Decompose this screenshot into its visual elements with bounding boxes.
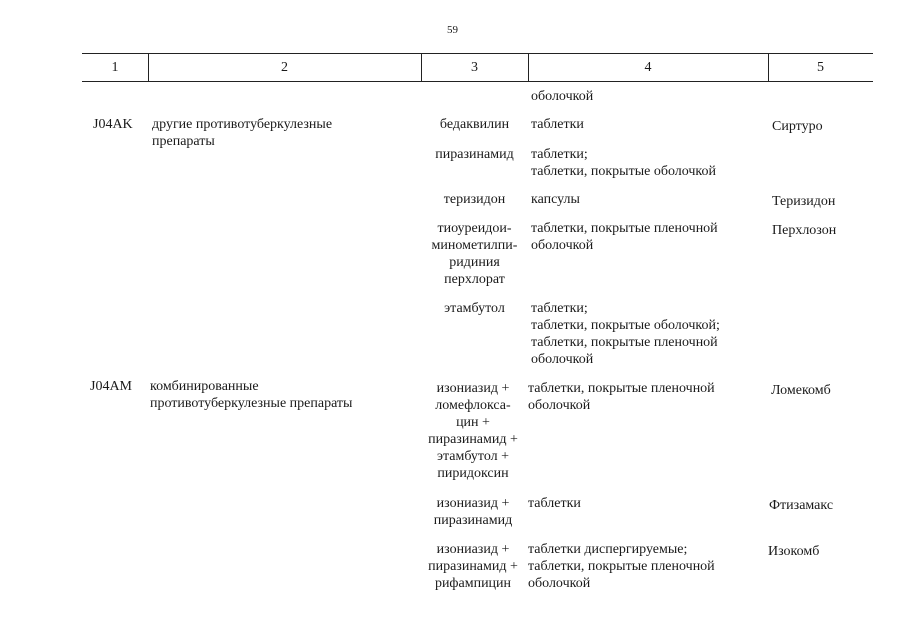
trade-name-cell: Теризидон bbox=[772, 194, 836, 209]
dosage-form-cell: таблетки, покрытые пленочной оболочкой bbox=[531, 221, 718, 253]
substance-cell: изониазид + ломефлокса- цин + пиразинамид + этамбутол + пиридоксин bbox=[428, 381, 518, 481]
header-col-3: 3 bbox=[471, 60, 478, 75]
header-col-5: 5 bbox=[817, 60, 824, 75]
trade-name-cell: Перхлозон bbox=[772, 223, 837, 238]
trade-name-cell: Фтизамакс bbox=[769, 498, 834, 513]
header-col-2: 2 bbox=[281, 60, 288, 75]
dosage-form-cell: капсулы bbox=[531, 192, 580, 207]
substance-cell: изониазид + пиразинамид bbox=[433, 496, 513, 528]
dosage-form-cell: таблетки; таблетки, покрытые оболочкой; таблетки, покрытые пленочной оболочкой bbox=[531, 301, 720, 367]
header-col-1: 1 bbox=[111, 60, 119, 75]
trade-name-cell: Сиртуро bbox=[772, 119, 823, 134]
form-continuation: оболочкой bbox=[531, 89, 594, 104]
header-col-4: 4 bbox=[644, 60, 652, 75]
atc-group-name: другие противотуберкулезные препараты bbox=[152, 117, 333, 149]
substance-cell: пиразинамид bbox=[435, 147, 514, 162]
dosage-form-cell: таблетки bbox=[531, 117, 584, 132]
header-bottom-border bbox=[82, 81, 873, 82]
trade-name-cell: Изокомб bbox=[768, 544, 820, 559]
substance-cell: теризидон bbox=[443, 192, 506, 207]
substance-cell: этамбутол bbox=[444, 301, 505, 316]
substance-cell: бедаквилин bbox=[439, 117, 510, 132]
dosage-form-cell: таблетки диспергируемые; таблетки, покрытые пленочной оболочкой bbox=[528, 542, 715, 591]
substance-cell: изониазид + пиразинамид + рифампицин bbox=[428, 542, 518, 591]
dosage-form-cell: таблетки bbox=[528, 496, 581, 511]
trade-name-cell: Ломекомб bbox=[771, 383, 831, 398]
dosage-form-cell: таблетки; таблетки, покрытые оболочкой bbox=[531, 147, 717, 179]
header-top-border bbox=[82, 53, 873, 54]
dosage-form-cell: таблетки, покрытые пленочной оболочкой bbox=[528, 381, 715, 413]
atc-code: J04AM bbox=[90, 379, 133, 394]
atc-code: J04AK bbox=[93, 117, 133, 132]
page-number: 59 bbox=[447, 24, 458, 36]
substance-cell: тиоуреидои- минометилпи- ридиния перхлорат bbox=[431, 221, 518, 287]
atc-group-name: комбинированные противотуберкулезные препараты bbox=[150, 379, 353, 411]
